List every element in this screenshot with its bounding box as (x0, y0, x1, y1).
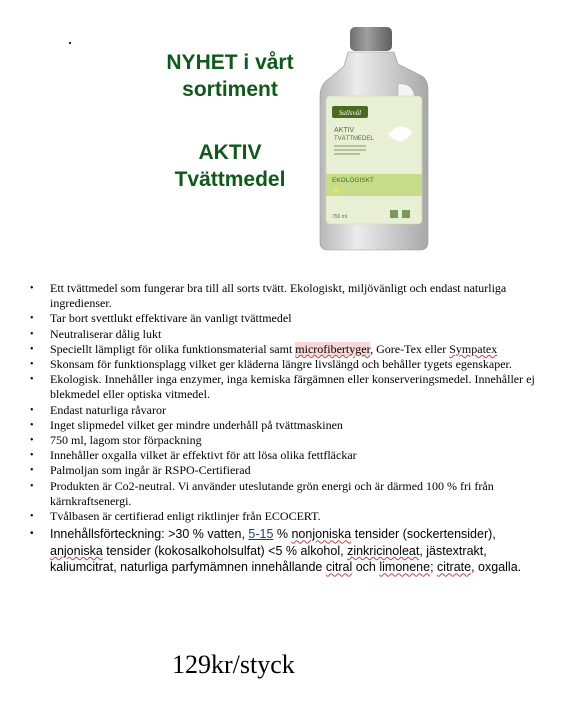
svg-text:TVÄTTMEDEL: TVÄTTMEDEL (334, 136, 374, 142)
bullet: • (30, 480, 34, 492)
headline-product (150, 139, 310, 193)
spellcheck-word: anjoniska (50, 543, 103, 558)
list-item: • Endast naturliga råvaror (30, 402, 166, 417)
bottle-cap (350, 27, 392, 51)
list-item: • Neutraliserar dålig lukt (30, 326, 162, 341)
svg-text:Sallsvål: Sallsvål (338, 109, 362, 117)
list-item: • Tvålbasen är certifierad enligt riktlinjer från ECOCERT. (30, 509, 321, 524)
list-item: • Innehåller oxgalla vilket är effektivt för att lösa olika fettfläckar (30, 448, 357, 463)
headline-line: NYHET i vårt (166, 51, 294, 74)
bullet: • (30, 374, 34, 386)
spellcheck-word: Sympatex (449, 341, 498, 356)
stray-dot (69, 42, 71, 44)
bullet: • (30, 419, 34, 431)
bullet: • (30, 359, 34, 371)
bullet: • (30, 511, 34, 523)
list-item: • Ekologisk. Innehåller inga enzymer, inga kemiska färgämnen eller konserveringsmedel. Innehåller ej blekmedel eller optiska vitmedel. (30, 372, 535, 402)
list-item: • Ett tvättmedel som fungerar bra till all sorts tvätt. Ekologiskt, miljövänligt och endast naturliga ingredienser. (30, 281, 507, 311)
bullet: • (30, 343, 34, 355)
spellcheck-word: limonene (379, 560, 431, 575)
list-item: • Inget slipmedel vilket ger mindre underhåll på tvättmaskinen (30, 417, 343, 432)
ingredient-link[interactable]: 5-15 (248, 527, 274, 542)
list-item: • Skonsam för funktionsplagg vilket ger kläderna längre livslängd och behåller tygets egenskaper. (30, 357, 512, 372)
list-item: • Palmoljan som ingår är RSPO-Certifierad (30, 463, 251, 478)
product-bottle-image (318, 24, 430, 254)
spellcheck-word: zinkricinoleat (347, 543, 420, 558)
bullet: • (30, 435, 34, 447)
list-item: • Tar bort svettlukt effektivare än vanligt tvättmedel (30, 311, 292, 326)
bullet: • (30, 283, 34, 294)
list-item: • Speciellt lämpligt för olika funktionsmaterial samt microfibertyger, Gore-Tex eller Sympatex (30, 341, 498, 356)
spellcheck-word: nonjoniska (291, 527, 352, 542)
headline-line: Tvättmedel (174, 168, 286, 191)
bullet: • (30, 465, 34, 477)
bullet: • (30, 528, 34, 540)
bullet: • (30, 404, 34, 416)
spellcheck-word: microfibertyger (295, 341, 371, 356)
headline-new (150, 49, 310, 103)
headline-line: AKTIV (198, 141, 262, 164)
price-label: 129kr/styck (172, 650, 295, 679)
svg-text:EKOLOGISKT: EKOLOGISKT (332, 177, 374, 184)
list-item: • Produkten är Co2-neutral. Vi använder uteslutande grön energi och är därmed 100 % fri från kärnkraftsenergi. (30, 478, 494, 508)
svg-text:AKTIV: AKTIV (334, 127, 355, 134)
ingredients-item: • Innehållsförteckning: >30 % vatten, 5-15 % nonjoniska tensider (sockertensider), anjoniska tensider (kokosalkoholsulfat) <5 % alkohol, zinkricinoleat, jästextrakt, kaliumcitrat, naturliga parfymämnen innehållande citral och limonene; citrate, oxgalla. (30, 527, 522, 575)
spellcheck-word: citrate (437, 560, 472, 575)
bullet: • (30, 328, 34, 340)
spellcheck-word: citral (325, 560, 353, 575)
list-item: • 750 ml, lagom stor förpackning (30, 433, 202, 448)
bullet: • (30, 313, 34, 325)
headline-line: sortiment (182, 78, 278, 101)
bullet: • (30, 450, 34, 462)
feature-list (26, 281, 551, 576)
svg-text:750 ml: 750 ml (332, 214, 348, 220)
